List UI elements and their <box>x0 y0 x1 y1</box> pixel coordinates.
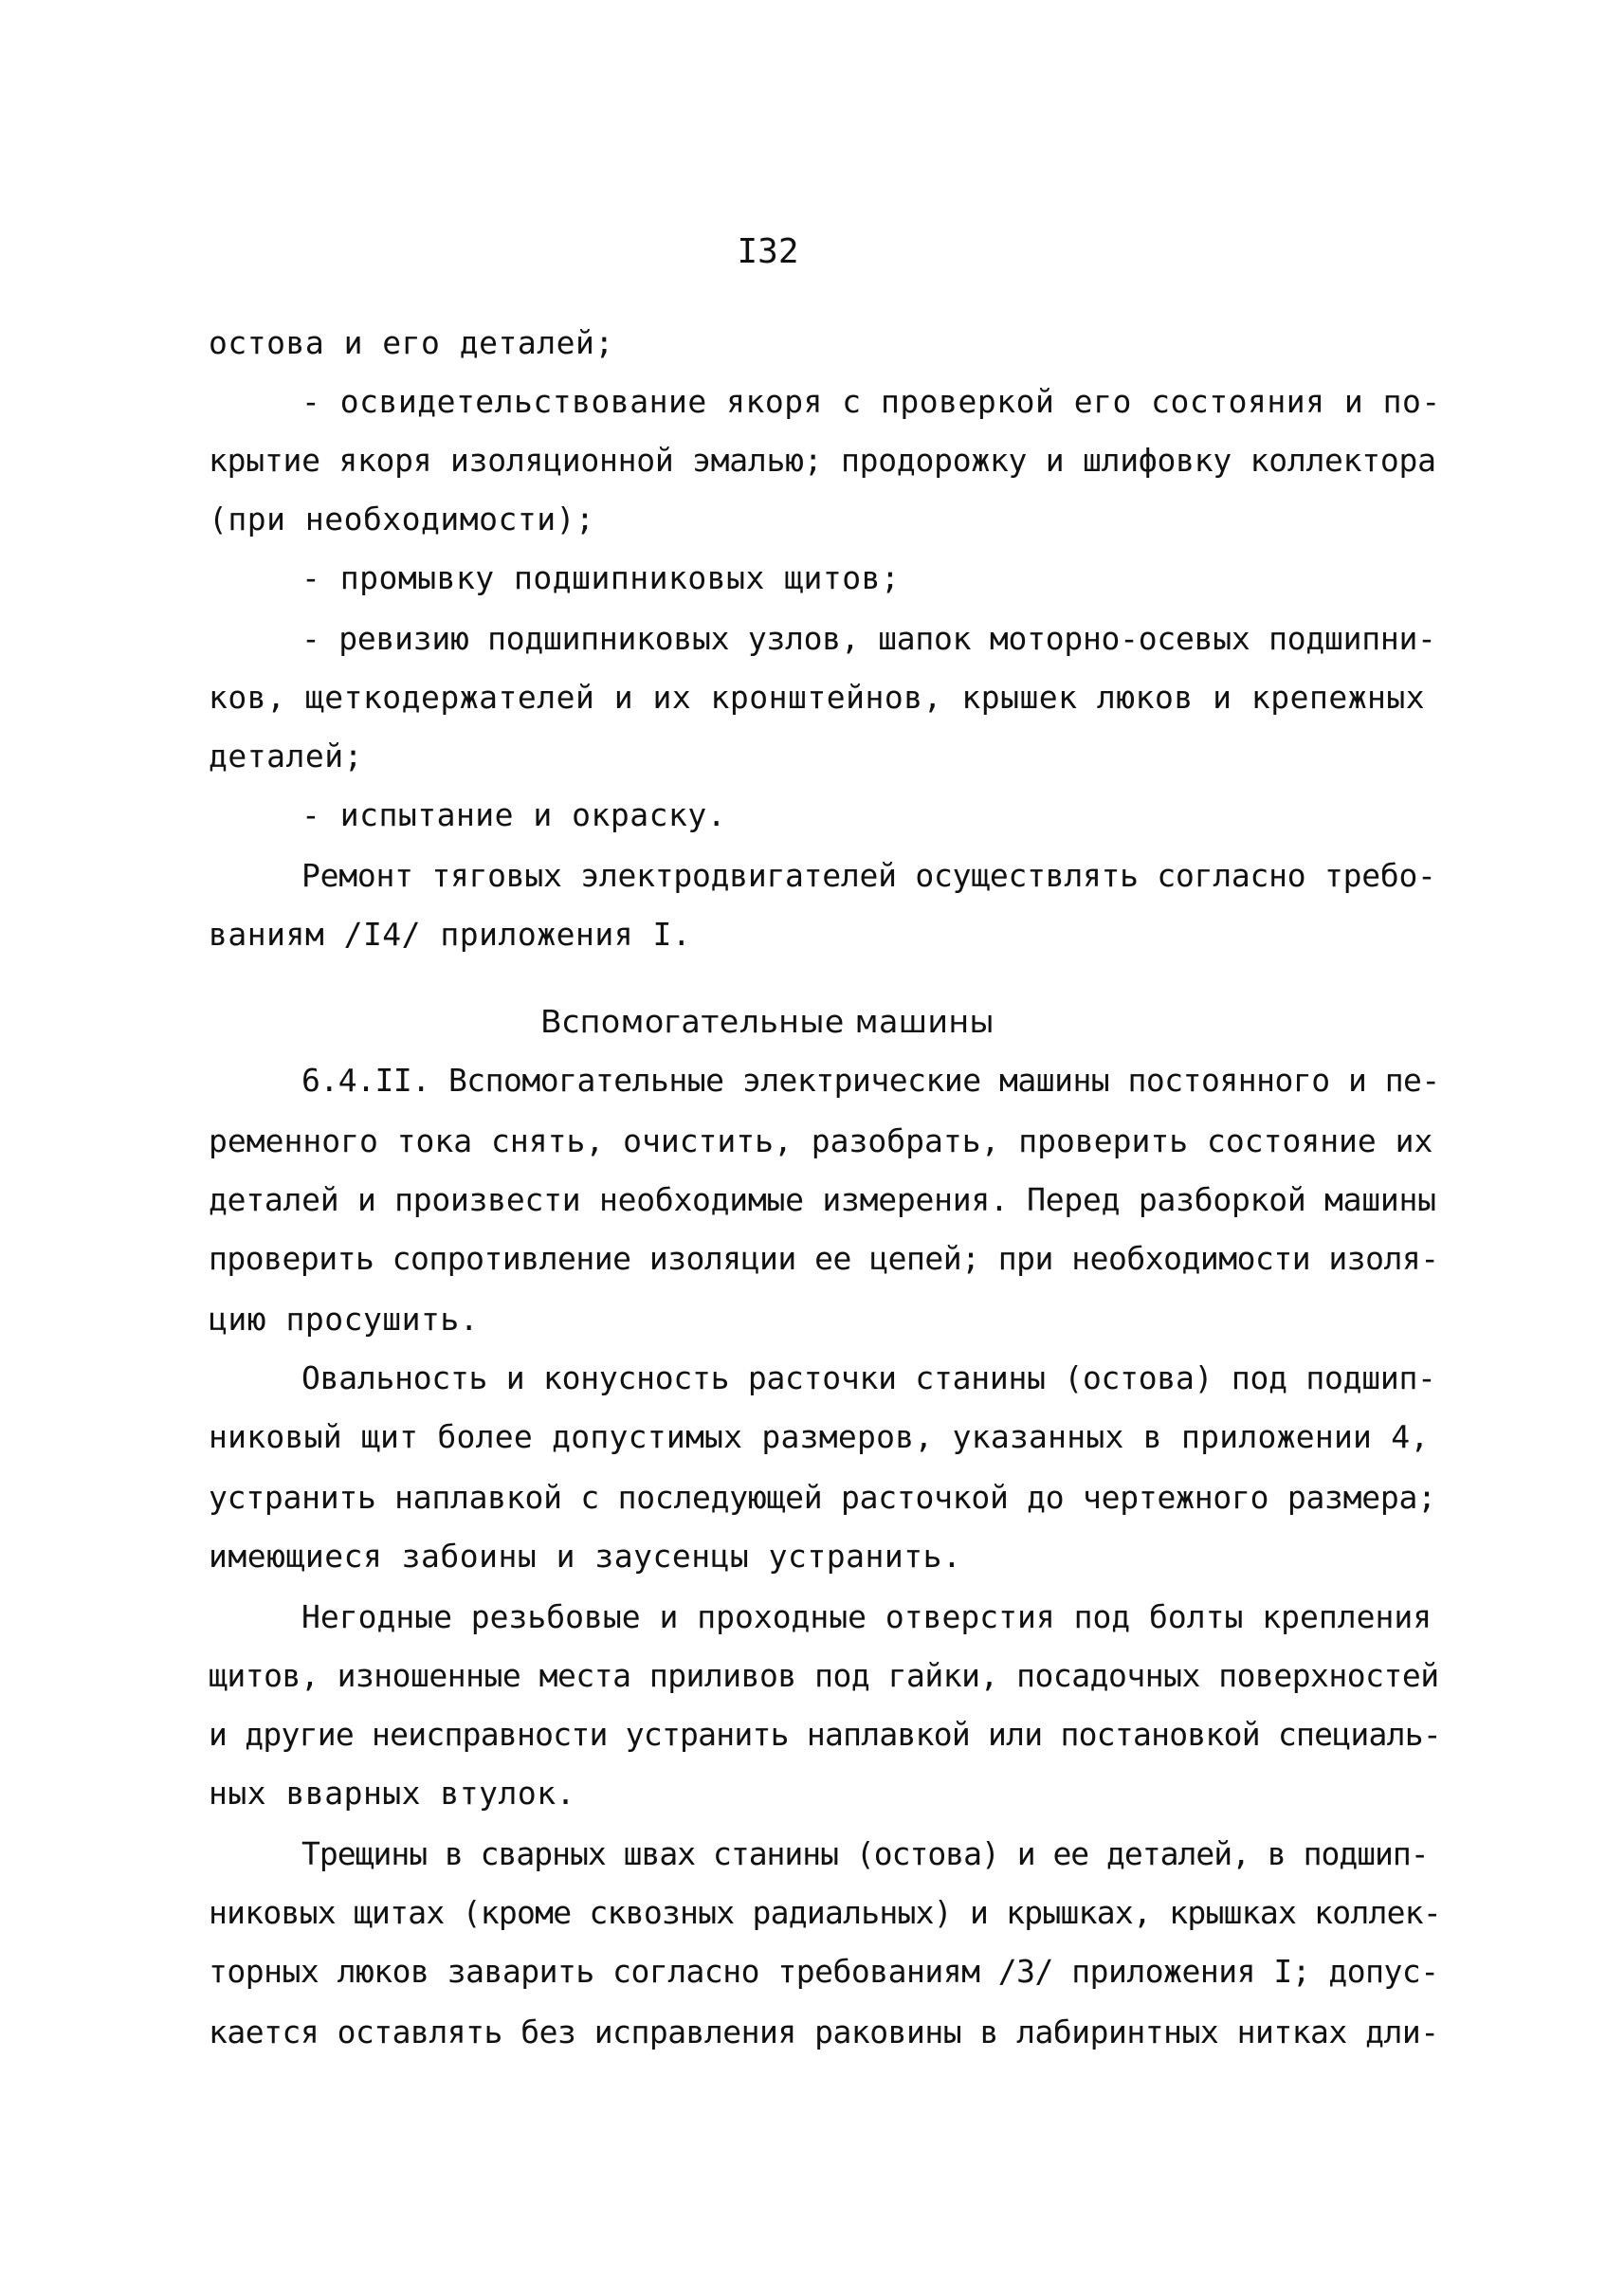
text-line: щитов, изношенные места приливов под гайки, посадочных поверхностей <box>209 1657 1439 1694</box>
text-line: торных люков заварить согласно требованиям /3/ приложения I; допус- <box>209 1953 1439 1990</box>
text-line: Овальность и конусность расточки станины (остова) под подшип- <box>301 1359 1436 1396</box>
text-line: ваниям /I4/ приложения I. <box>209 916 692 953</box>
text-line: никовый щит более допустимых размеров, указанных в приложении 4, <box>209 1418 1430 1455</box>
text-line: ков, щеткодержателей и их кронштейнов, крышек люков и крепежных <box>209 679 1426 716</box>
text-line: Трещины в сварных швах станины (остова) и ее деталей, в подшип- <box>301 1835 1429 1872</box>
text-line: имеющиеся забоины и заусенцы устранить. <box>209 1538 962 1575</box>
text-line: - ревизию подшипниковых узлов, шапок моторно-осевых подшипни- <box>301 620 1436 657</box>
text-line: крытие якоря изоляционной эмалью; продорожку и шлифовку коллектора <box>209 442 1436 479</box>
text-line: и другие неисправности устранить наплавкой или постановкой специаль- <box>209 1716 1442 1753</box>
text-line: - испытание и окраску. <box>301 796 727 833</box>
text-line: Негодные резьбовые и проходные отверстия под болты крепления <box>301 1598 1432 1635</box>
text-line: устранить наплавкой с последующей расточкой до чертежного размера; <box>209 1479 1436 1516</box>
text-line: остова и его деталей; <box>209 324 614 361</box>
text-line: ременного тока снять, очистить, разобрать, проверить состояние их <box>209 1122 1433 1159</box>
text-line: проверить сопротивление изоляции ее цепей; при необходимости изоля- <box>209 1240 1439 1277</box>
text-line: никовых щитах (кроме сквозных радиальных) и крышках, крышках коллек- <box>209 1894 1442 1931</box>
text-line: кается оставлять без исправления раковины в лабиринтных нитках дли- <box>209 2014 1439 2050</box>
text-line: (при необходимости); <box>209 501 595 538</box>
text-line: деталей; <box>209 738 363 774</box>
text-line: ных вварных втулок. <box>209 1775 575 1812</box>
text-line: цию просушить. <box>209 1301 480 1338</box>
section-heading: Вспомогательные машины <box>540 1003 995 1040</box>
text-line: 6.4.II. Вспомогательные электрические машины постоянного и пе- <box>301 1062 1440 1099</box>
text-line: - промывку подшипниковых щитов; <box>301 559 901 596</box>
page-number: I32 <box>737 232 799 271</box>
text-line: деталей и произвести необходимые измерения. Перед разборкой машины <box>209 1181 1436 1218</box>
text-line: Ремонт тяговых электродвигателей осуществлять согласно требо- <box>301 857 1436 894</box>
text-line: - освидетельствование якоря с проверкой его состояния и по- <box>301 383 1441 420</box>
